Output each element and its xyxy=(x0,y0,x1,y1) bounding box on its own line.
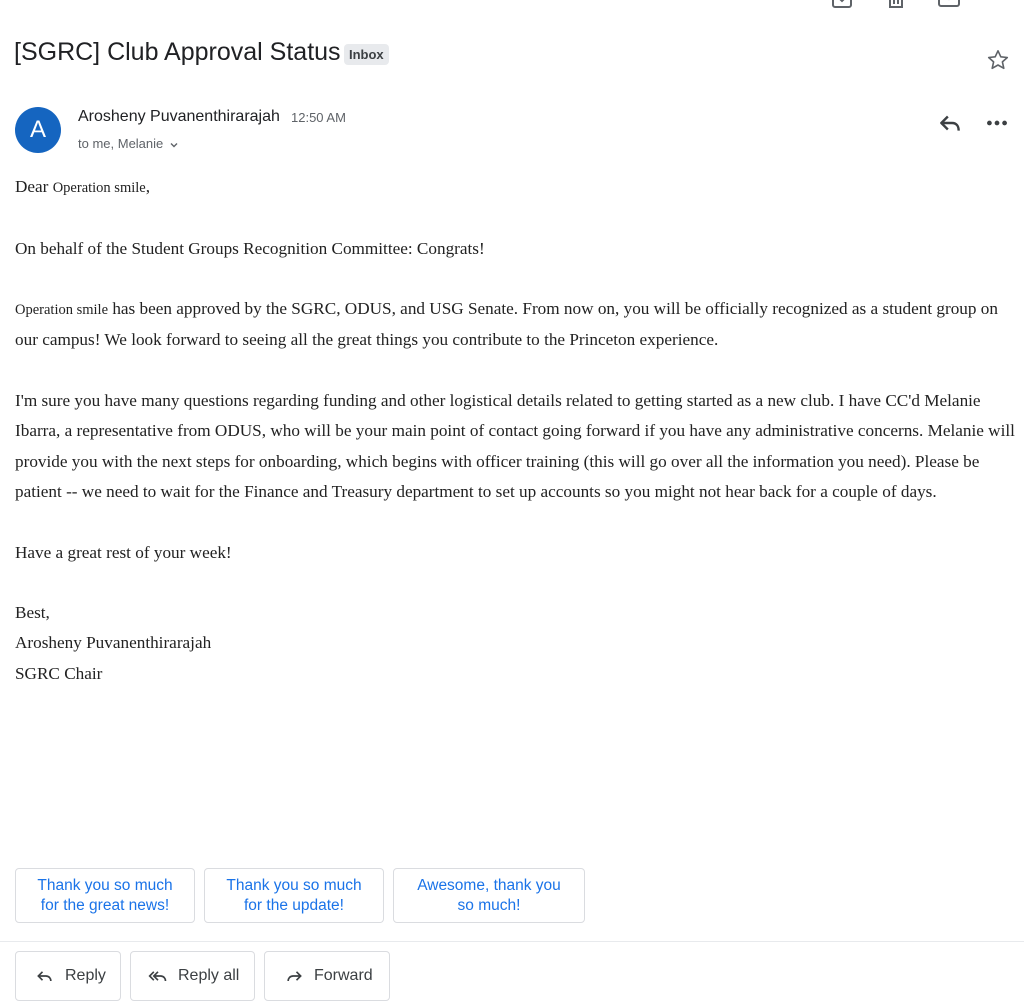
club-name: Operation smile xyxy=(52,180,146,196)
reply-all-icon xyxy=(148,966,168,986)
email-subject: [SGRC] Club Approval Status xyxy=(14,38,341,66)
top-toolbar xyxy=(804,0,1024,10)
forward-icon xyxy=(284,966,304,986)
paragraph-congrats: On behalf of the Student Groups Recognition Committee: Congrats! xyxy=(15,238,485,258)
email-time: 12:50 AM xyxy=(291,110,346,125)
club-name: Operation smile xyxy=(15,302,109,319)
delete-icon[interactable] xyxy=(884,0,908,10)
greeting: Dear Operation smile, xyxy=(15,177,151,196)
signature-title: SGRC Chair xyxy=(15,663,103,683)
reply-all-button[interactable]: Reply all xyxy=(130,951,255,1001)
sender-avatar[interactable]: A xyxy=(15,107,61,153)
smart-reply-1[interactable]: Thank you so much for the great news! xyxy=(15,868,195,923)
more-vert-icon[interactable] xyxy=(990,0,1014,10)
smart-reply-3[interactable]: Awesome, thank you so much! xyxy=(393,868,585,923)
paragraph-approval: Operation smile has been approved by the SGRC, ODUS, and USG Senate. From now on, you will be officially recognized as a student group on our campus! We look forward to seeing all the great things you contribute to the Princeton experience. xyxy=(15,299,998,350)
reply-button[interactable]: Reply xyxy=(15,951,121,1001)
signature-name: Arosheny Puvanenthirarajah xyxy=(15,633,212,653)
archive-icon[interactable] xyxy=(830,0,854,10)
recipients-text: to me, Melanie xyxy=(78,136,164,151)
mail-icon[interactable] xyxy=(937,0,961,10)
email-body xyxy=(15,172,1015,689)
star-icon[interactable] xyxy=(986,48,1010,72)
sender-name[interactable]: Arosheny Puvanenthirarajah xyxy=(78,108,280,125)
chevron-down-icon xyxy=(169,140,179,150)
closing: Best, xyxy=(15,603,50,623)
divider xyxy=(0,941,1024,942)
smart-reply-2[interactable]: Thank you so much for the update! xyxy=(204,868,384,923)
paragraph-details: I'm sure you have many questions regarding funding and other logistical details related to getting started as a new club. I have CC'd Melanie Ibarra, a representative from ODUS, who will be your main point of contact going forward if you have any administrative concerns. Melanie will provide you with the next steps for onboarding, which begins with officer training (this will go over all the information you need). Please be patient -- we need to wait for the Finance and Treasury department to set up accounts so you might not hear back for a couple of days. xyxy=(15,391,1015,501)
reply-icon[interactable] xyxy=(937,110,963,136)
recipients-toggle[interactable] xyxy=(78,136,179,151)
paragraph-closing-wish: Have a great rest of your week! xyxy=(15,542,232,562)
more-options-icon[interactable] xyxy=(984,110,1010,136)
inbox-label-badge[interactable]: Inbox xyxy=(344,44,389,65)
reply-icon xyxy=(35,966,55,986)
forward-button[interactable]: Forward xyxy=(264,951,390,1001)
